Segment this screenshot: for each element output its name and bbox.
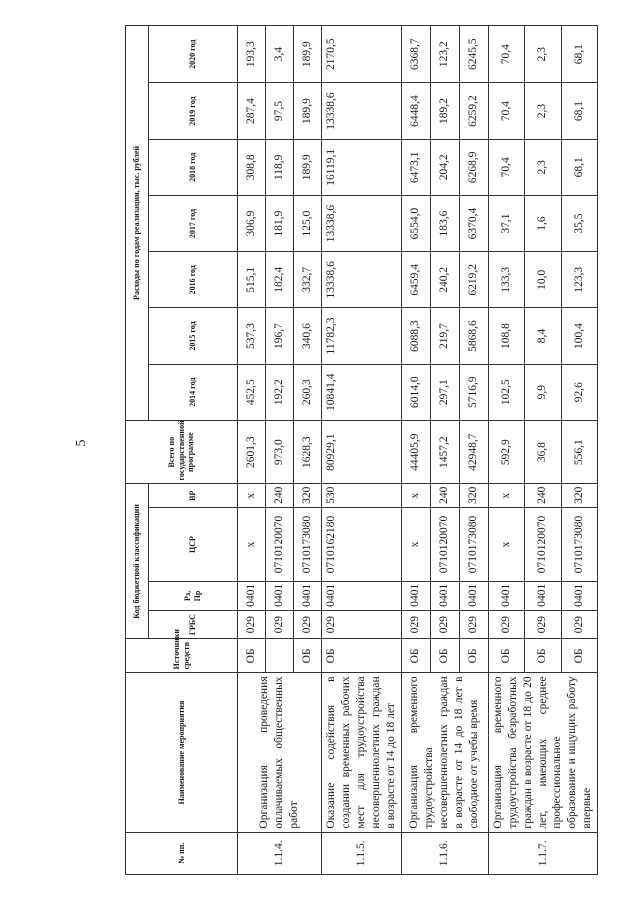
y2017-cell: 125,0 <box>294 195 322 251</box>
vr-cell: x <box>238 484 266 507</box>
y2020-cell: 123,2 <box>430 26 459 83</box>
col-csr-header: ЦСР <box>149 507 238 581</box>
col-source-header: Источники средств <box>126 639 238 673</box>
source-cell: ОБ <box>430 639 459 673</box>
table-row <box>238 26 266 875</box>
grbs-cell: 029 <box>561 610 598 639</box>
y2015-cell: 219,7 <box>430 308 459 364</box>
grbs-cell: 029 <box>459 610 488 639</box>
activity-name: Оказание содействия в создании временных рабочих мест для трудоустройства несовершеннолетних граждан в возрасте от 14 до 18 лет <box>322 673 402 832</box>
grbs-cell: 029 <box>266 610 294 639</box>
col-grbs-header: ГРБС <box>149 610 238 639</box>
y2017-cell: 183,6 <box>430 195 459 251</box>
y2015-cell: 100,4 <box>561 308 598 364</box>
y2017-cell: 1,6 <box>525 195 562 251</box>
csr-cell: 0710173080 <box>459 507 488 581</box>
y2014-cell: 452,5 <box>238 364 266 420</box>
vr-cell: 240 <box>525 484 562 507</box>
y2020-cell: 2170,5 <box>322 26 402 83</box>
y2014-cell: 6014,0 <box>401 364 430 420</box>
row-number: 1.1.4. <box>238 832 322 874</box>
csr-cell: 0710162180 <box>322 507 402 581</box>
source-cell: ОБ <box>525 639 562 673</box>
header-row <box>126 26 149 875</box>
col-2014-header: 2014 год <box>149 364 238 420</box>
y2020-cell: 189,9 <box>294 26 322 83</box>
y2018-cell: 6473,1 <box>401 139 430 195</box>
total-cell: 44405,9 <box>401 420 430 484</box>
grbs-cell: 029 <box>401 610 430 639</box>
source-cell: ОБ <box>294 639 322 673</box>
y2017-cell: 35,5 <box>561 195 598 251</box>
vr-cell: 320 <box>294 484 322 507</box>
y2019-cell: 97,5 <box>266 83 294 139</box>
y2016-cell: 6219,2 <box>459 252 488 308</box>
total-cell: 1628,3 <box>294 420 322 484</box>
source-cell: ОБ <box>488 639 525 673</box>
csr-cell: x <box>238 507 266 581</box>
activity-name: Организация временного трудоустройства несовершеннолетних граждан в возрасте от 14 до 18 лет в свободное от учебы время <box>401 673 488 832</box>
activity-name: Организация проведения оплачиваемых общественных работ <box>238 673 322 832</box>
y2018-cell: 118,9 <box>266 139 294 195</box>
row-number: 1.1.6. <box>401 832 488 874</box>
y2018-cell: 68,1 <box>561 139 598 195</box>
page-number: 5 <box>74 439 89 447</box>
y2015-cell: 8,4 <box>525 308 562 364</box>
row-number: 1.1.7. <box>488 832 598 874</box>
y2016-cell: 6459,4 <box>401 252 430 308</box>
y2018-cell: 2,3 <box>525 139 562 195</box>
total-cell: 2601,3 <box>238 420 266 484</box>
y2016-cell: 133,3 <box>488 252 525 308</box>
source-cell: ОБ <box>561 639 598 673</box>
y2016-cell: 240,2 <box>430 252 459 308</box>
y2020-cell: 6245,5 <box>459 26 488 83</box>
y2014-cell: 10841,4 <box>322 364 402 420</box>
rzpr-cell: 0401 <box>238 582 266 611</box>
y2014-cell: 92,6 <box>561 364 598 420</box>
y2016-cell: 10,0 <box>525 252 562 308</box>
rzpr-cell: 0401 <box>488 582 525 611</box>
y2016-cell: 123,3 <box>561 252 598 308</box>
y2014-cell: 9,9 <box>525 364 562 420</box>
source-cell: ОБ <box>238 639 266 673</box>
col-vr-header: ВР <box>149 484 238 507</box>
csr-cell: 0710120070 <box>525 507 562 581</box>
total-cell: 556,1 <box>561 420 598 484</box>
y2016-cell: 332,7 <box>294 252 322 308</box>
csr-cell: x <box>488 507 525 581</box>
y2017-cell: 6554,0 <box>401 195 430 251</box>
vr-cell: x <box>488 484 525 507</box>
vr-cell: x <box>401 484 430 507</box>
y2020-cell: 70,4 <box>488 26 525 83</box>
table-row <box>488 26 525 875</box>
col-expenses-header: Расходы по годам реализации, тыс. рублей <box>126 26 149 421</box>
y2015-cell: 537,3 <box>238 308 266 364</box>
total-cell: 592,9 <box>488 420 525 484</box>
y2016-cell: 515,1 <box>238 252 266 308</box>
y2020-cell: 193,3 <box>238 26 266 83</box>
y2014-cell: 260,3 <box>294 364 322 420</box>
col-2018-header: 2018 год <box>149 139 238 195</box>
col-2015-header: 2015 год <box>149 308 238 364</box>
csr-cell: 0710173080 <box>294 507 322 581</box>
y2016-cell: 182,4 <box>266 252 294 308</box>
y2019-cell: 189,2 <box>430 83 459 139</box>
y2018-cell: 6268,9 <box>459 139 488 195</box>
grbs-cell: 029 <box>294 610 322 639</box>
grbs-cell: 029 <box>488 610 525 639</box>
y2017-cell: 6370,4 <box>459 195 488 251</box>
budget-table <box>125 25 598 875</box>
table-row <box>322 26 402 875</box>
y2018-cell: 16119,1 <box>322 139 402 195</box>
y2018-cell: 189,9 <box>294 139 322 195</box>
vr-cell: 320 <box>459 484 488 507</box>
vr-cell: 530 <box>322 484 402 507</box>
y2017-cell: 181,9 <box>266 195 294 251</box>
col-2019-header: 2019 год <box>149 83 238 139</box>
y2017-cell: 13338,6 <box>322 195 402 251</box>
grbs-cell: 029 <box>525 610 562 639</box>
source-cell: ОБ <box>459 639 488 673</box>
y2020-cell: 2,3 <box>525 26 562 83</box>
col-2020-header: 2020 год <box>149 26 238 83</box>
y2015-cell: 108,8 <box>488 308 525 364</box>
col-2016-header: 2016 год <box>149 252 238 308</box>
col-rzpr-header: Рз, Пр <box>149 582 238 611</box>
col-name-header: Наименование мероприятия <box>126 673 238 832</box>
source-cell <box>266 639 294 673</box>
total-cell: 36,8 <box>525 420 562 484</box>
y2015-cell: 11782,3 <box>322 308 402 364</box>
y2018-cell: 70,4 <box>488 139 525 195</box>
grbs-cell: 029 <box>238 610 266 639</box>
grbs-cell: 029 <box>322 610 402 639</box>
total-cell: 42948,7 <box>459 420 488 484</box>
table-row <box>401 26 430 875</box>
y2014-cell: 5716,9 <box>459 364 488 420</box>
rzpr-cell: 0401 <box>525 582 562 611</box>
total-cell: 1457,2 <box>430 420 459 484</box>
y2018-cell: 308,8 <box>238 139 266 195</box>
y2014-cell: 297,1 <box>430 364 459 420</box>
rzpr-cell: 0401 <box>322 582 402 611</box>
row-number: 1.1.5. <box>322 832 402 874</box>
source-cell: ОБ <box>401 639 430 673</box>
vr-cell: 240 <box>266 484 294 507</box>
csr-cell: x <box>401 507 430 581</box>
rotated-page <box>125 25 615 875</box>
y2019-cell: 6259,2 <box>459 83 488 139</box>
activity-name: Организация временного трудоустройства безработных граждан в возрасте от 18 до 20 лет, имеющих среднее профессиональное образование и ищущих работу впервые <box>488 673 598 832</box>
y2020-cell: 6368,7 <box>401 26 430 83</box>
y2015-cell: 340,6 <box>294 308 322 364</box>
y2019-cell: 6448,4 <box>401 83 430 139</box>
grbs-cell: 029 <box>430 610 459 639</box>
y2018-cell: 204,2 <box>430 139 459 195</box>
y2019-cell: 189,9 <box>294 83 322 139</box>
y2017-cell: 306,9 <box>238 195 266 251</box>
col-no-header: № пп. <box>126 832 238 874</box>
y2019-cell: 68,1 <box>561 83 598 139</box>
col-total-header: Всего по государственной программе <box>126 420 238 484</box>
col-2017-header: 2017 год <box>149 195 238 251</box>
y2017-cell: 37,1 <box>488 195 525 251</box>
y2015-cell: 6088,3 <box>401 308 430 364</box>
vr-cell: 320 <box>561 484 598 507</box>
rzpr-cell: 0401 <box>401 582 430 611</box>
csr-cell: 0710173080 <box>561 507 598 581</box>
y2020-cell: 68,1 <box>561 26 598 83</box>
rzpr-cell: 0401 <box>459 582 488 611</box>
y2019-cell: 70,4 <box>488 83 525 139</box>
y2016-cell: 13338,6 <box>322 252 402 308</box>
rzpr-cell: 0401 <box>266 582 294 611</box>
source-cell: ОБ <box>322 639 402 673</box>
y2015-cell: 5868,6 <box>459 308 488 364</box>
y2019-cell: 2,3 <box>525 83 562 139</box>
vr-cell: 240 <box>430 484 459 507</box>
y2014-cell: 192,2 <box>266 364 294 420</box>
y2015-cell: 196,7 <box>266 308 294 364</box>
csr-cell: 0710120070 <box>430 507 459 581</box>
y2020-cell: 3,4 <box>266 26 294 83</box>
total-cell: 973,0 <box>266 420 294 484</box>
y2019-cell: 287,4 <box>238 83 266 139</box>
total-cell: 80929,1 <box>322 420 402 484</box>
col-budget-code-header: Код бюджетной классификации <box>126 484 149 639</box>
rzpr-cell: 0401 <box>561 582 598 611</box>
rzpr-cell: 0401 <box>430 582 459 611</box>
rzpr-cell: 0401 <box>294 582 322 611</box>
y2019-cell: 13338,6 <box>322 83 402 139</box>
csr-cell: 0710120070 <box>266 507 294 581</box>
y2014-cell: 102,5 <box>488 364 525 420</box>
